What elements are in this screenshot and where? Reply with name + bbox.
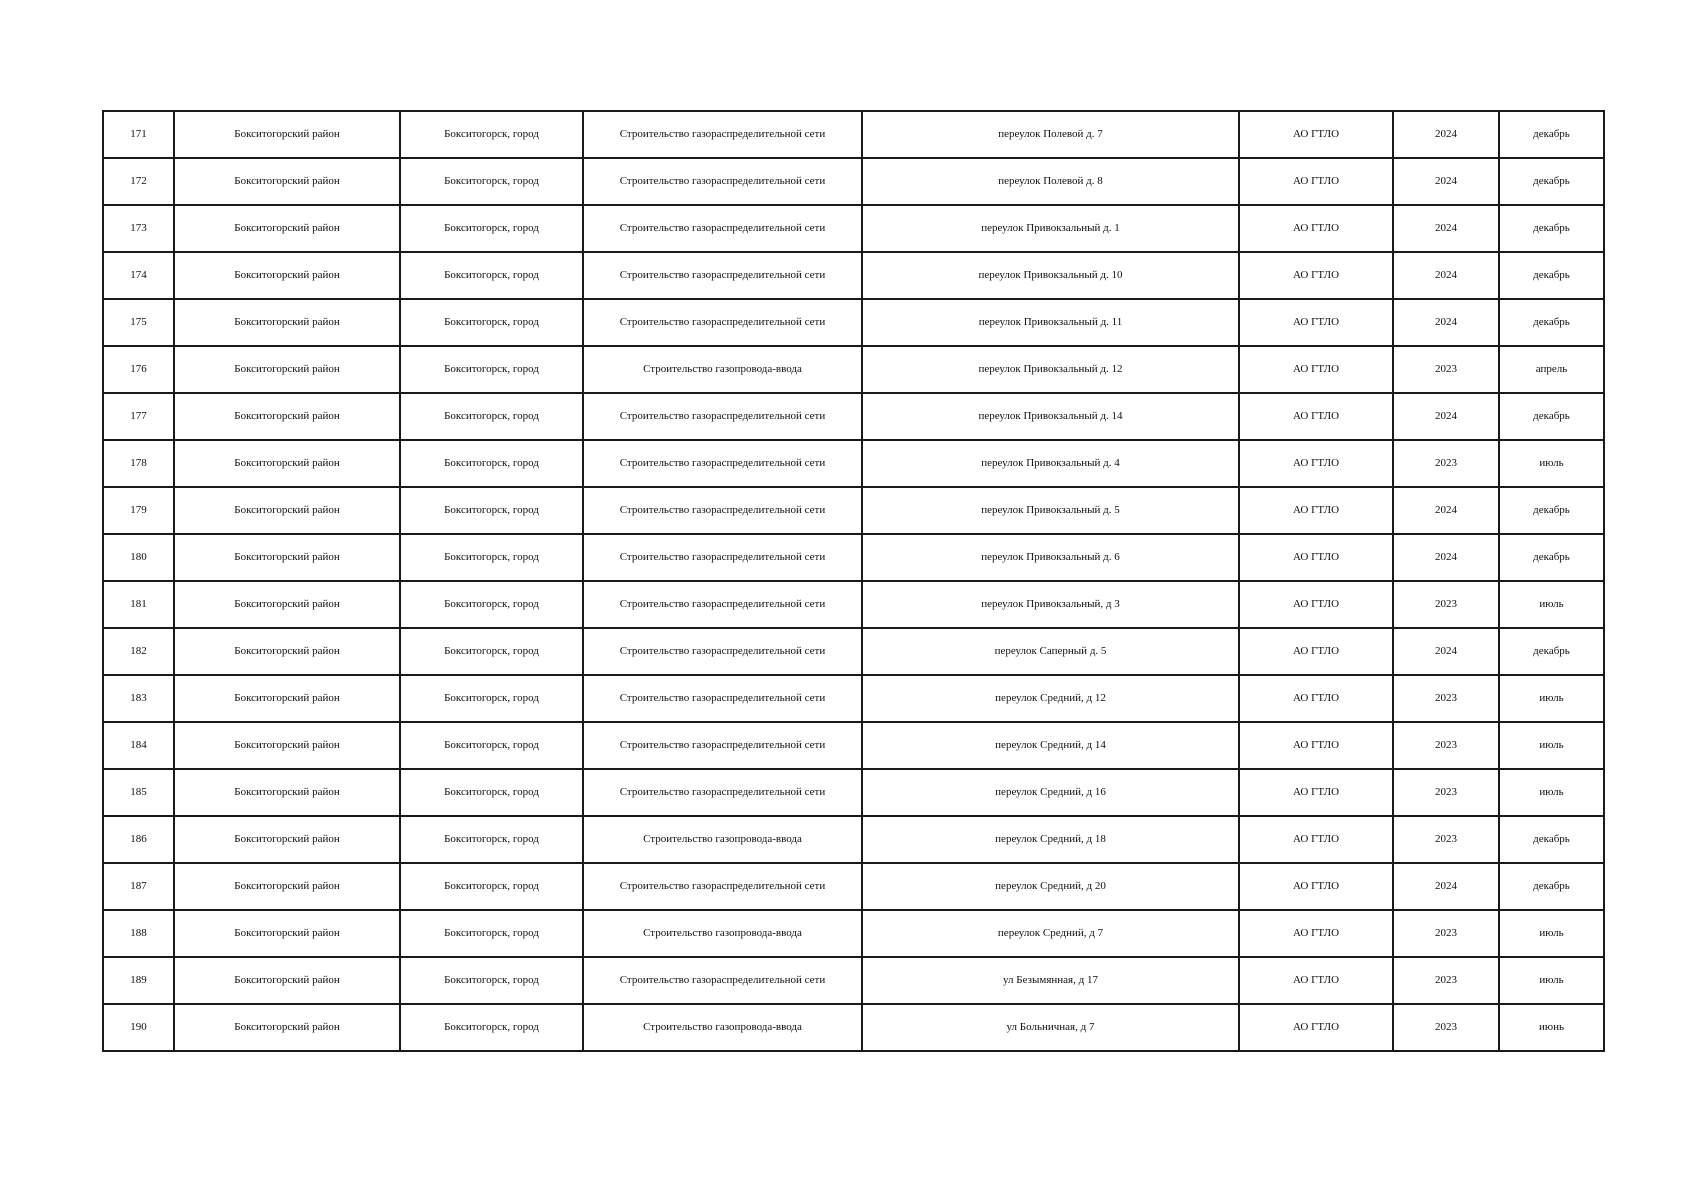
cell-month: декабрь	[1499, 816, 1604, 863]
table-row	[103, 863, 1604, 910]
cell-settlement: Бокситогорск, город	[400, 816, 583, 863]
cell-organization: АО ГТЛО	[1239, 487, 1393, 534]
cell-number: 190	[103, 1004, 174, 1051]
cell-address: переулок Привокзальный д. 12	[862, 346, 1239, 393]
table-row	[103, 957, 1604, 1004]
cell-month: апрель	[1499, 346, 1604, 393]
cell-organization: АО ГТЛО	[1239, 205, 1393, 252]
cell-month: декабрь	[1499, 111, 1604, 158]
cell-district: Бокситогорский район	[174, 440, 400, 487]
cell-month: декабрь	[1499, 158, 1604, 205]
cell-district: Бокситогорский район	[174, 393, 400, 440]
cell-district: Бокситогорский район	[174, 487, 400, 534]
cell-address: переулок Привокзальный д. 10	[862, 252, 1239, 299]
cell-work-type: Строительство газораспределительной сети	[583, 769, 862, 816]
cell-month: июль	[1499, 769, 1604, 816]
table-row	[103, 581, 1604, 628]
cell-organization: АО ГТЛО	[1239, 722, 1393, 769]
cell-organization: АО ГТЛО	[1239, 675, 1393, 722]
cell-number: 189	[103, 957, 174, 1004]
cell-month: июнь	[1499, 1004, 1604, 1051]
table-row	[103, 487, 1604, 534]
cell-address: переулок Привокзальный, д 3	[862, 581, 1239, 628]
cell-district: Бокситогорский район	[174, 534, 400, 581]
cell-organization: АО ГТЛО	[1239, 393, 1393, 440]
cell-organization: АО ГТЛО	[1239, 440, 1393, 487]
cell-work-type: Строительство газораспределительной сети	[583, 722, 862, 769]
cell-year: 2024	[1393, 299, 1499, 346]
cell-number: 175	[103, 299, 174, 346]
cell-month: декабрь	[1499, 487, 1604, 534]
cell-number: 188	[103, 910, 174, 957]
cell-year: 2023	[1393, 722, 1499, 769]
cell-settlement: Бокситогорск, город	[400, 675, 583, 722]
cell-address: переулок Средний, д 12	[862, 675, 1239, 722]
cell-address: переулок Средний, д 18	[862, 816, 1239, 863]
cell-year: 2023	[1393, 675, 1499, 722]
cell-work-type: Строительство газопровода-ввода	[583, 1004, 862, 1051]
cell-district: Бокситогорский район	[174, 910, 400, 957]
cell-number: 178	[103, 440, 174, 487]
cell-number: 176	[103, 346, 174, 393]
cell-settlement: Бокситогорск, город	[400, 487, 583, 534]
cell-month: декабрь	[1499, 252, 1604, 299]
table-row	[103, 111, 1604, 158]
cell-work-type: Строительство газораспределительной сети	[583, 581, 862, 628]
cell-address: переулок Средний, д 16	[862, 769, 1239, 816]
cell-organization: АО ГТЛО	[1239, 957, 1393, 1004]
cell-district: Бокситогорский район	[174, 158, 400, 205]
cell-number: 180	[103, 534, 174, 581]
table-row	[103, 158, 1604, 205]
cell-address: переулок Привокзальный д. 1	[862, 205, 1239, 252]
cell-district: Бокситогорский район	[174, 1004, 400, 1051]
cell-organization: АО ГТЛО	[1239, 628, 1393, 675]
cell-number: 179	[103, 487, 174, 534]
cell-district: Бокситогорский район	[174, 111, 400, 158]
cell-year: 2023	[1393, 440, 1499, 487]
table-row	[103, 252, 1604, 299]
cell-organization: АО ГТЛО	[1239, 346, 1393, 393]
cell-settlement: Бокситогорск, город	[400, 393, 583, 440]
table-row	[103, 769, 1604, 816]
table-row	[103, 675, 1604, 722]
cell-organization: АО ГТЛО	[1239, 158, 1393, 205]
cell-number: 186	[103, 816, 174, 863]
cell-address: переулок Полевой д. 7	[862, 111, 1239, 158]
cell-month: декабрь	[1499, 534, 1604, 581]
cell-organization: АО ГТЛО	[1239, 910, 1393, 957]
cell-settlement: Бокситогорск, город	[400, 910, 583, 957]
cell-year: 2024	[1393, 628, 1499, 675]
cell-settlement: Бокситогорск, город	[400, 1004, 583, 1051]
cell-work-type: Строительство газораспределительной сети	[583, 299, 862, 346]
cell-settlement: Бокситогорск, город	[400, 722, 583, 769]
cell-month: декабрь	[1499, 205, 1604, 252]
cell-organization: АО ГТЛО	[1239, 769, 1393, 816]
cell-number: 177	[103, 393, 174, 440]
cell-year: 2023	[1393, 769, 1499, 816]
cell-month: декабрь	[1499, 628, 1604, 675]
cell-month: июль	[1499, 581, 1604, 628]
cell-year: 2023	[1393, 581, 1499, 628]
cell-number: 183	[103, 675, 174, 722]
table-row	[103, 299, 1604, 346]
cell-number: 181	[103, 581, 174, 628]
cell-address: переулок Привокзальный д. 11	[862, 299, 1239, 346]
cell-organization: АО ГТЛО	[1239, 1004, 1393, 1051]
table-row	[103, 1004, 1604, 1051]
cell-work-type: Строительство газопровода-ввода	[583, 910, 862, 957]
cell-address: переулок Средний, д 20	[862, 863, 1239, 910]
cell-year: 2024	[1393, 863, 1499, 910]
cell-district: Бокситогорский район	[174, 205, 400, 252]
cell-year: 2024	[1393, 252, 1499, 299]
cell-work-type: Строительство газораспределительной сети	[583, 252, 862, 299]
cell-year: 2024	[1393, 487, 1499, 534]
cell-work-type: Строительство газопровода-ввода	[583, 816, 862, 863]
cell-month: июль	[1499, 910, 1604, 957]
cell-month: июль	[1499, 957, 1604, 1004]
cell-month: июль	[1499, 722, 1604, 769]
cell-district: Бокситогорский район	[174, 252, 400, 299]
cell-settlement: Бокситогорск, город	[400, 769, 583, 816]
cell-year: 2023	[1393, 957, 1499, 1004]
cell-year: 2023	[1393, 1004, 1499, 1051]
cell-settlement: Бокситогорск, город	[400, 440, 583, 487]
cell-settlement: Бокситогорск, город	[400, 957, 583, 1004]
cell-year: 2024	[1393, 158, 1499, 205]
cell-organization: АО ГТЛО	[1239, 816, 1393, 863]
cell-year: 2023	[1393, 910, 1499, 957]
table-row	[103, 816, 1604, 863]
cell-year: 2024	[1393, 205, 1499, 252]
cell-number: 184	[103, 722, 174, 769]
cell-organization: АО ГТЛО	[1239, 111, 1393, 158]
cell-number: 172	[103, 158, 174, 205]
cell-work-type: Строительство газораспределительной сети	[583, 487, 862, 534]
cell-number: 173	[103, 205, 174, 252]
cell-district: Бокситогорский район	[174, 722, 400, 769]
cell-district: Бокситогорский район	[174, 299, 400, 346]
cell-number: 174	[103, 252, 174, 299]
cell-address: переулок Саперный д. 5	[862, 628, 1239, 675]
cell-organization: АО ГТЛО	[1239, 581, 1393, 628]
cell-year: 2024	[1393, 111, 1499, 158]
table-row	[103, 910, 1604, 957]
table-row	[103, 440, 1604, 487]
cell-settlement: Бокситогорск, город	[400, 205, 583, 252]
cell-settlement: Бокситогорск, город	[400, 534, 583, 581]
cell-organization: АО ГТЛО	[1239, 863, 1393, 910]
cell-district: Бокситогорский район	[174, 863, 400, 910]
cell-year: 2024	[1393, 393, 1499, 440]
cell-address: ул Больничная, д 7	[862, 1004, 1239, 1051]
cell-month: декабрь	[1499, 393, 1604, 440]
cell-district: Бокситогорский район	[174, 957, 400, 1004]
cell-settlement: Бокситогорск, город	[400, 628, 583, 675]
cell-address: переулок Привокзальный д. 6	[862, 534, 1239, 581]
cell-number: 171	[103, 111, 174, 158]
cell-year: 2024	[1393, 534, 1499, 581]
cell-settlement: Бокситогорск, город	[400, 581, 583, 628]
cell-settlement: Бокситогорск, город	[400, 111, 583, 158]
cell-settlement: Бокситогорск, город	[400, 863, 583, 910]
cell-work-type: Строительство газораспределительной сети	[583, 393, 862, 440]
cell-month: июль	[1499, 675, 1604, 722]
cell-organization: АО ГТЛО	[1239, 252, 1393, 299]
cell-work-type: Строительство газораспределительной сети	[583, 675, 862, 722]
cell-number: 182	[103, 628, 174, 675]
cell-work-type: Строительство газораспределительной сети	[583, 957, 862, 1004]
cell-number: 187	[103, 863, 174, 910]
cell-month: декабрь	[1499, 299, 1604, 346]
cell-settlement: Бокситогорск, город	[400, 299, 583, 346]
cell-address: переулок Средний, д 14	[862, 722, 1239, 769]
cell-district: Бокситогорский район	[174, 675, 400, 722]
table-body	[103, 111, 1604, 1051]
cell-district: Бокситогорский район	[174, 816, 400, 863]
cell-work-type: Строительство газораспределительной сети	[583, 440, 862, 487]
cell-district: Бокситогорский район	[174, 769, 400, 816]
table-row	[103, 205, 1604, 252]
cell-work-type: Строительство газораспределительной сети	[583, 205, 862, 252]
cell-address: переулок Полевой д. 8	[862, 158, 1239, 205]
table-row	[103, 722, 1604, 769]
cell-year: 2023	[1393, 816, 1499, 863]
cell-organization: АО ГТЛО	[1239, 299, 1393, 346]
cell-work-type: Строительство газопровода-ввода	[583, 346, 862, 393]
cell-work-type: Строительство газораспределительной сети	[583, 863, 862, 910]
cell-district: Бокситогорский район	[174, 581, 400, 628]
table-row	[103, 393, 1604, 440]
cell-organization: АО ГТЛО	[1239, 534, 1393, 581]
cell-work-type: Строительство газораспределительной сети	[583, 111, 862, 158]
cell-work-type: Строительство газораспределительной сети	[583, 158, 862, 205]
cell-district: Бокситогорский район	[174, 628, 400, 675]
cell-address: ул Безымянная, д 17	[862, 957, 1239, 1004]
table-row	[103, 534, 1604, 581]
table-row	[103, 628, 1604, 675]
cell-number: 185	[103, 769, 174, 816]
cell-address: переулок Привокзальный д. 4	[862, 440, 1239, 487]
cell-address: переулок Привокзальный д. 14	[862, 393, 1239, 440]
cell-month: декабрь	[1499, 863, 1604, 910]
cell-month: июль	[1499, 440, 1604, 487]
gasification-schedule-table	[102, 110, 1605, 1052]
cell-work-type: Строительство газораспределительной сети	[583, 534, 862, 581]
cell-address: переулок Средний, д 7	[862, 910, 1239, 957]
table-row	[103, 346, 1604, 393]
cell-address: переулок Привокзальный д. 5	[862, 487, 1239, 534]
cell-year: 2023	[1393, 346, 1499, 393]
cell-district: Бокситогорский район	[174, 346, 400, 393]
cell-settlement: Бокситогорск, город	[400, 346, 583, 393]
cell-work-type: Строительство газораспределительной сети	[583, 628, 862, 675]
cell-settlement: Бокситогорск, город	[400, 252, 583, 299]
cell-settlement: Бокситогорск, город	[400, 158, 583, 205]
